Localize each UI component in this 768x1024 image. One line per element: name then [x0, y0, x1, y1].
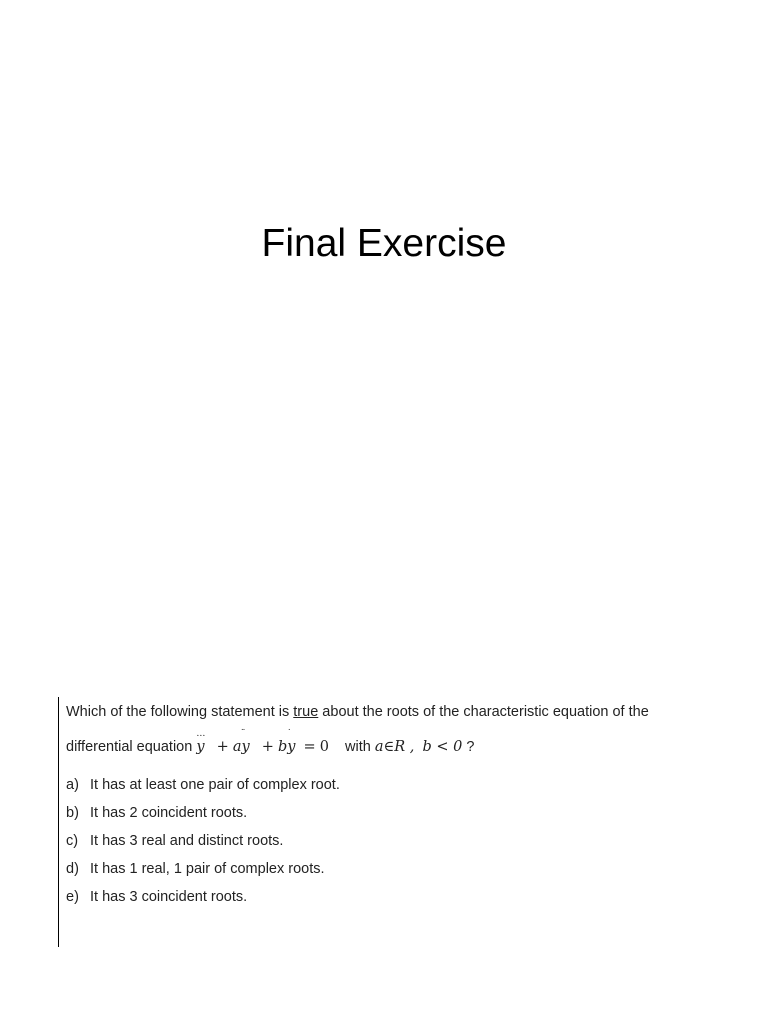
option-text: It has 1 real, 1 pair of complex roots. — [90, 861, 325, 877]
option-b — [66, 805, 247, 821]
condition-b: b < 0 — [422, 739, 463, 755]
equation-term-by1 — [277, 729, 296, 755]
question-block — [58, 697, 749, 947]
equation-term-ay2 — [232, 729, 250, 755]
equation-dots-1: … — [196, 729, 205, 739]
option-label: c) — [66, 833, 79, 849]
question-line-2 — [66, 729, 475, 755]
question-emphasis: true — [293, 704, 319, 720]
question-mark: ? — [466, 739, 475, 755]
question-line-1 — [66, 704, 649, 720]
option-a — [66, 777, 340, 793]
question-text-end: about the roots of the characteristic equation of the — [318, 704, 649, 720]
page-title: Final Exercise — [261, 222, 507, 265]
option-text: It has at least one pair of complex root. — [90, 777, 340, 793]
option-text: It has 3 coincident roots. — [90, 889, 248, 905]
equation-ay: ay — [232, 739, 250, 755]
equation-equals: = — [303, 739, 316, 755]
option-label: b) — [66, 805, 79, 821]
option-c — [66, 833, 283, 849]
question-text-start: Which of the following statement is — [66, 704, 294, 720]
condition-a: a∈R , — [374, 739, 415, 755]
equation-term-y3 — [196, 729, 205, 755]
option-text: It has 2 coincident roots. — [90, 805, 248, 821]
option-e — [66, 889, 247, 905]
equation-zero: 0 — [319, 739, 329, 755]
equation-by: by — [277, 739, 296, 755]
equation-plus-2: + — [261, 739, 274, 755]
equation-dots-2: ¨ — [240, 729, 245, 739]
option-text: It has 3 real and distinct roots. — [90, 833, 284, 849]
equation-dots-3: ˙ — [286, 729, 291, 739]
equation-y1: y — [196, 739, 205, 755]
equation-plus-1: + — [216, 739, 229, 755]
option-label: e) — [66, 889, 79, 905]
question-prefix: differential equation — [66, 739, 197, 755]
option-label: a) — [66, 777, 79, 793]
option-label: d) — [66, 861, 79, 877]
option-d — [66, 861, 325, 877]
with-text: with — [345, 739, 371, 755]
